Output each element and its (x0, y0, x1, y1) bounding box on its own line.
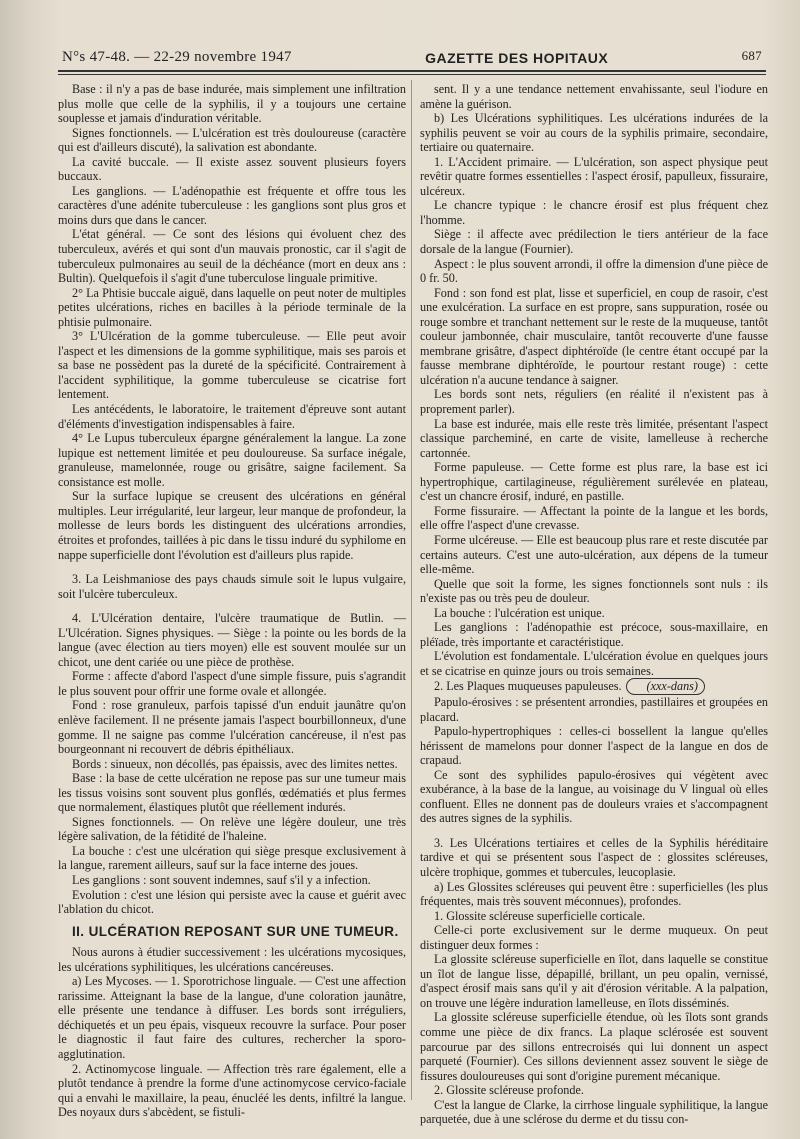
paragraph: L'état général. — Ce sont des lésions qui évoluent chez des tuberculeux, avérés et qui sont d'un mauvais pronostic, car il s'agit de tuberculeux pulmonaires au seuil de la déchéance (mort en deux ans : Bultin). Quelquefois il s'agit d'une tuberculose linguale primitive. (58, 227, 406, 286)
paragraph: La bouche : c'est une ulcération qui siège presque exclusivement à la langue, rarement ailleurs, sauf sur la face interne des joues. (58, 843, 406, 873)
paragraph: Papulo-hypertrophiques : celles-ci bossellent la langue qu'elles hérissent de mamelons pour donner l'aspect de la langue en dos de crapaud. (420, 724, 768, 768)
paragraph: Quelle que soit la forme, les signes fonctionnels sont nuls : ils n'existe pas ou très peu de douleur. (420, 576, 768, 606)
paragraph: Evolution : c'est une lésion qui persiste avec la cause et guérit avec l'ablation du chicot. (58, 887, 406, 917)
paragraph: Nous aurons à étudier successivement : les ulcérations mycosiques, les ulcérations syphilitiques, les ulcérations cancéreuses. (58, 945, 406, 974)
page-header (62, 44, 762, 66)
paragraph: 4. L'Ulcération dentaire, l'ulcère traumatique de Butlin. — L'Ulcération. Signes physiques. — Siège : la pointe ou les bords de la langue (avec élection au tiers moyen) elle est souvent moulée sur un chicot, une dent cariée ou une pièce de prothèse. (58, 611, 406, 669)
paragraph: Les ganglions : sont souvent indemnes, sauf s'il y a infection. (72, 872, 371, 887)
paragraph: 1. Glossite scléreuse superficielle corticale. (434, 908, 646, 923)
paragraph: a) Les Mycoses. — 1. Sporotrichose linguale. — C'est une affection rarissime. Atteignant la base de la langue, d'une coloration jaunâtre, elle présente une tendance à diffuser. Les bords sont irréguliers, déchiquetés et un peu épais, visqueux recouvre la surface. Pour poser le diagnostic il faut faire des cultures, rechercher la sporo-agglutination. (58, 974, 406, 1061)
paragraph: Forme ulcéreuse. — Elle est beaucoup plus rare et reste discutée par certains auteurs. C'est une auto-ulcération, aux dépens de la tumeur elle-même. (420, 532, 768, 577)
header-rule-thin (58, 74, 766, 75)
paragraph: Signes fonctionnels. — L'ulcération est très douloureuse (caractère qui est d'ailleurs discuté), la salivation est abondante. (58, 125, 406, 155)
paragraph: a) Les Glossites scléreuses qui peuvent être : superficielles (les plus fréquentes, mais très souvent méconnues), profondes. (420, 879, 768, 909)
section-heading: II. ULCÉRATION REPOSANT SUR UNE TUMEUR. (72, 923, 399, 939)
paragraph: Bords : sinueux, non décollés, pas épaissis, avec des limites nettes. (72, 756, 398, 771)
paragraph: Fond : rose granuleux, parfois tapissé d'un enduit jaunâtre qu'on enlève facilement. Il ne présente jamais l'aspect bourbillonneux, d'une gomme. Il ne saigne pas comme l'ulcération cancéreuse, il n'est pas bourgeonnant ni recouvert de débris épithéliaux. (58, 698, 406, 757)
paragraph: La cavité buccale. — Il existe assez souvent plusieurs foyers buccaux. (58, 154, 406, 184)
issue-number: N°s 47-48. — 22-29 novembre 1947 (62, 49, 292, 65)
paragraph: Forme fissuraire. — Affectant la pointe de la langue et les bords, elle offre l'aspect d'une crevasse. (420, 503, 768, 533)
paragraph: Fond : son fond est plat, lisse et superficiel, en coup de rasoir, c'est une exulcération. La surface en est propre, sans suppuration, rosée ou rouge sombre et tranchant nettement sur le reste de la muqueuse, tantôt couleur jambonnée, chair musculaire, tantôt recouverte d'une fausse membrane grisâtre, d'aspect diphtéroïde (le centre étant occupé par la fausse membrane diphtéroïde, le pourtour restant rouge) : cette ulcération n'a aucune tendance à saigner. (420, 285, 768, 387)
paragraph: Les ganglions. — L'adénopathie est fréquente et offre tous les caractères d'une adénite tuberculeuse : les ganglions sont plus gros et moins durs que dans le cancer. (58, 183, 406, 227)
right-column (420, 82, 768, 1127)
paragraph: Papulo-érosives : se présentent arrondies, pastillaires et groupées en placard. (420, 694, 768, 724)
paragraph: Forme papuleuse. — Cette forme est plus rare, la base est ici hypertrophique, cartilagineuse, régulièrement surélevée en plateau, c'est un chancre érosif, induré, en pastille. (420, 460, 768, 504)
paragraph: C'est la langue de Clarke, la cirrhose linguale syphilitique, la langue parquetée, due à une sclérose du derme et du tissu con- (420, 1097, 768, 1127)
paragraph: 2. Glossite scléreuse profonde. (434, 1083, 584, 1098)
paragraph: Celle-ci porte exclusivement sur le derme muqueux. On peut distinguer deux formes : (420, 923, 768, 952)
paragraph: Ce sont des syphilides papulo-érosives qui végètent avec exubérance, à la base de la langue, au voisinage du V lingual où elles confluent. Elles ne donnent pas de douleurs vraies et s'accompagnent des autres signes de la syphilis. (420, 767, 768, 826)
paragraph: Base : la base de cette ulcération ne repose pas sur une tumeur mais les tissus voisins sont souvent plus gonflés, œdématiés et plus fermes que normalement, élastiques plutôt que réellement indurés. (58, 771, 406, 815)
paragraph: 3° L'Ulcération de la gomme tuberculeuse. — Elle peut avoir l'aspect et les dimensions de la gomme syphilitique, mais ses parois et sa base ne possèdent pas la dureté de la spécificité. Contrairement à l'accident syphilitique, la gomme tuberculeuse se cicatrise fort lentement. (58, 329, 406, 402)
paragraph: 2° La Phtisie buccale aiguë, dans laquelle on peut noter de multiples petites ulcérations, riches en bacilles à la période terminale de la phtisie pulmonaire. (58, 285, 406, 329)
column-divider (411, 80, 412, 1100)
paragraph: Siège : il affecte avec prédilection le tiers antérieur de la face dorsale de la langue (Fournier). (420, 227, 768, 257)
paragraph (420, 678, 768, 695)
handwritten-annotation: (xxx-dans) (626, 678, 705, 695)
paragraph: Les ganglions : l'adénopathie est précoce, sous-maxillaire, en pléïade, très importante et caractéristique. (420, 620, 768, 649)
page-number: 687 (741, 48, 762, 63)
paragraph: Signes fonctionnels. — On relève une légère douleur, une très légère salivation, de la fétidité de l'haleine. (58, 814, 406, 844)
header-rule (58, 70, 766, 72)
paragraph: 2. Actinomycose linguale. — Affection très rare également, elle a plutôt tendance à prendre la forme d'une actinomycose cervico-faciale qui a envahi le maxillaire, la peau, énucléé les dents, infiltré la langue. Des noyaux durs s'abcèdent, se fistuli- (58, 1061, 406, 1120)
paragraph: Base : il n'y a pas de base indurée, mais simplement une infiltration plus molle que celle de la syphilis, il y a toujours une certaine souplesse et jamais d'induration véritable. (58, 82, 406, 126)
paragraph: sent. Il y a une tendance nettement envahissante, seul l'iodure en amène la guérison. (420, 82, 768, 111)
paragraph: b) Les Ulcérations syphilitiques. Les ulcérations indurées de la syphilis peuvent se voir au cours de la syphilis primaire, secondaire, tertiaire ou quaternaire. (420, 111, 768, 155)
paragraph: 4° Le Lupus tuberculeux épargne généralement la langue. La zone lupique est nettement limitée et peu douloureuse. Sa surface inégale, granuleuse, mamelonnée, rouge ou grisâtre, saigne facilement. Sa consistance est molle. (58, 431, 406, 489)
section-title: 2. Les Plaques muqueuses papuleuses. (434, 679, 622, 694)
paragraph: L'évolution est fondamentale. L'ulcération évolue en quelques jours et se cicatrise en quinze jours ou trois semaines. (420, 649, 768, 678)
paragraph: La bouche : l'ulcération est unique. (434, 605, 605, 620)
paragraph: Le chancre typique : le chancre érosif est plus fréquent chez l'homme. (420, 198, 768, 227)
paragraph: 1. L'Accident primaire. — L'ulcération, son aspect physique peut revêtir quatre formes essentielles : l'aspect érosif, papulleux, fissuraire, ulcéreux. (420, 154, 768, 198)
left-column (58, 82, 406, 1120)
paragraph: La glossite scléreuse superficielle étendue, où les îlots sont grands comme une pièce de dix francs. La plaque sclérosée est souvent parcourue par des sillons entrecroisés qui lui donnent un aspect parqueté (Fournier). Ces sillons deviennent assez souvent le siège de fissures douloureuses qui sont d'origine purement mécanique. (420, 1010, 768, 1083)
paragraph: Forme : affecte d'abord l'aspect d'une simple fissure, puis s'agrandit le plus souvent pour offrir une forme ovale et allongée. (58, 669, 406, 698)
paragraph: Les antécédents, le laboratoire, le traitement d'épreuve sont autant d'éléments d'investigation indispensables à faire. (58, 402, 406, 431)
paragraph: 3. Les Ulcérations tertiaires et celles de la Syphilis héréditaire tardive et qui se présentent sous l'aspect de : glossites scléreuses, ulcère trophique, gommes et tubercules, leucoplasie. (420, 835, 768, 879)
paragraph: La glossite scléreuse superficielle en îlot, dans laquelle se constitue un îlot de langue lisse, dépapillé, brillant, un peu opalin, vernissé, d'aspect érosif mais sans qu'il y ait d'érosion véritable. A la palpation, on trouve une légère induration lamelleuse, en îlots disséminés. (420, 952, 768, 1010)
paragraph: Les bords sont nets, réguliers (en réalité il n'existent pas à proprement parler). (420, 387, 768, 417)
paragraph: 3. La Leishmaniose des pays chauds simule soit le lupus vulgaire, soit l'ulcère tuberculeux. (58, 572, 406, 601)
journal-title: GAZETTE DES HOPITAUX (425, 50, 609, 66)
paragraph: Sur la surface lupique se creusent des ulcérations en général multiples. Leur irrégularité, leur largeur, leur manque de profondeur, la mollesse de leurs bords les distinguent des ulcérations arrondies, étroites et profondes, taillées à pic dans le tissu induré du syphilome en nappe superficielle dont l'évolution est d'ailleurs plus rapide. (58, 489, 406, 562)
paragraph: Aspect : le plus souvent arrondi, il offre la dimension d'une pièce de 0 fr. 50. (420, 256, 768, 286)
paragraph: La base est indurée, mais elle reste très limitée, présentant l'aspect classique parcheminé, en carte de visite, lamelleuse à recherche cartonnée. (420, 416, 768, 460)
